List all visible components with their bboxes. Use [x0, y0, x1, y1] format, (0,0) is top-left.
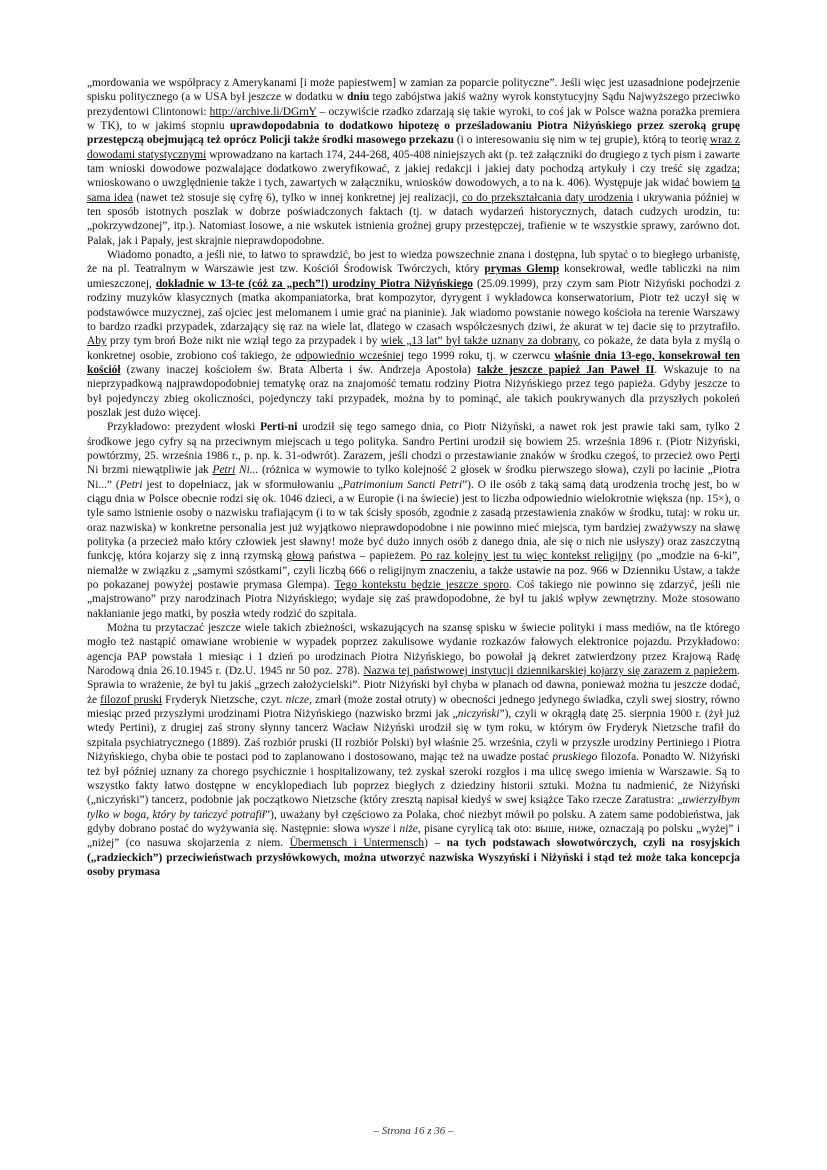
text-run: właśnie dnia 13-ego, konsekrował ten kościół — [87, 349, 740, 376]
text-run: także jeszcze papież Jan Paweł II — [476, 363, 655, 376]
page-number-footer: – Strona 16 z 36 – — [373, 1125, 454, 1137]
text-run: dokładnie w 13-te (cóż za „pech”!) urodziny Piotra Niżyńskiego — [155, 277, 473, 290]
text-run: konsekrował, wedle tabliczki na nim umieszczonej, — [87, 263, 740, 290]
text-run: na tych podstawach słowotwórczych, czyli na rosyjskich („radzieckich”) przeciwieństwach przysłówkowych, można utworzyć nazwiska Wyszyński i Niżyński i stąd też może taka koncepcja osoby prymasa — [87, 837, 741, 878]
text-run: Po raz kolejny jest tu więc kontekst religijny — [420, 550, 633, 563]
paragraph — [87, 621, 740, 879]
text-run: Fryderyk Nietzsche, czyt. — [162, 693, 286, 706]
text-run: ”), czyli w okrągłą datę 25. sierpnia 1900 r. (żył już wtedy Pertini), z drugiej zaś strony słynny tancerz Wacław Niżyński urodził się w tym roku, w którym ów Fryderyk Nietzsche trafił do szpitala psychiatrycznego (1889). Zaś rozbiór pruski (II rozbiór Polski) był właśnie 25. września, czyli w przyszłe urodziny Pertiniego i Piotra Niżyńskiego, chyba obie te postaci pod to zaplanowano i dostosowano, mając też na uwadze postać — [87, 708, 740, 764]
text-run: Petri — [119, 478, 143, 491]
text-run: Nazwa tej państwowej instytucji dziennikarskiej kojarzy się zarazem z papieżem — [363, 665, 738, 678]
paragraph — [87, 420, 740, 621]
text-run: Perti-ni — [260, 421, 298, 434]
text-run: (25.09.1999), przy czym sam Piotr Niżyński pochodzi z rodziny muzyków klasycznych (matka akompaniatorka, brat kompozytor, dyrygent i wykładowca konserwatorium, Piotr też uczył się w podstawówce muzycznej, zaś ojciec jest melomanem i umie grać na pianinie). Jak wiadomo powstanie nowego kościoła na terenie Warszawy to bardzo rzadki przypadek, zdarzający się raz na wiele lat, dlatego w czasach współczesnych dziwi, że akurat w tej dacie się to przytrafiło. — [87, 277, 740, 333]
document-body — [87, 76, 740, 879]
text-run: wiek „13 lat” był także uznany za dobrany — [380, 335, 578, 348]
text-run: . Coś takiego nie powinno się zdarzyć, jeśli nie „majstrowano” przy narodzinach Piotra Niżyńskiego; wydaje się zaś prawdopodobne, że był tu jakiś wpływ zewnętrzny. Może stosowano nakłanianie jego matki, by poszła wtedy rodzić do szpitala. — [87, 579, 740, 620]
text-run: Przykładowo: prezydent włoski — [107, 421, 261, 434]
text-run: wprowadzano na kartach 174, 244-268, 405-408 niniejszych akt (p. też załączniki do drugiego z tych pism i zawarte tam wnioski dowodowe pozwalające dodatkowo zweryfikować, z jakiej redakcji i jakiej daty pochodzą artykuły i czy treść się zgadza; wnioskowano o uwzględnienie także i tych, zawartych w załączniku, wniosków dowodowych, a to na k. 406). Występuje jak widać bowiem — [87, 148, 740, 190]
text-run: Übermensch i Untermensch — [289, 837, 425, 850]
text-run: i Ni brzmi niewątpliwie jak — [87, 449, 740, 477]
text-run: głową — [286, 550, 315, 563]
text-run: urodził się tego samego dnia, co Piotr Niżyński, a nawet rok jest prawie taki sam, tylko 2 środkowe jego cyfry są na przeciwnym miejscach u tego polityka. Sandro Pertini urodził się bowiem 25. września 1896 r. (Piotr Niżyński, powtórzmy, 25. września 1986 r., p. np. k. 31-odwrót). Zarazem, jeśli chodzi o przestawianie znaków w środku czegoś, to przecież owo Pe — [87, 421, 740, 462]
text-run: Wiadomo ponadto, a jeśli nie, to łatwo to sprawdzić, bo jest to wiedza powszechnie znana i dostępna, lub spytać o to biegłego urbanistę, że na pl. Teatralnym w Warszawie jest tzw. Kościół Środowisk Twórczych, który — [87, 249, 740, 276]
text-run: co do przekształcania daty urodzenia — [462, 191, 633, 204]
text-run: (i o interesowaniu się nim w tej grupie), którą to teorię — [453, 134, 710, 147]
text-run: Można tu przytaczać jeszcze wiele takich zbieżności, wskazujących na szansę spisku w świecie polityki i mass mediów, na tle którego mogło też nastąpić omawiane wrobienie w wypadek poprzez zakulisowe wydanie rozkazów fałowych elektronice pojazdu. Przykładowo: agencja PAP powstała 1 miesiąc i 1 dzień po urodzinach Piotra Niżyńskiego, bo powołał ją dekret zatwierdzony przez Krajową Radę Narodową dnia 26.10.1945 r. (Dz.U. 1945 nr 50 poz. 278). — [87, 622, 740, 678]
text-run: jest to dopełniacz, jak w sformułowaniu „ — [142, 478, 343, 491]
text-run: rt — [729, 449, 737, 462]
text-run: ”). O ile osób z taką samą datą urodzenia trochę jest, bo w ciągu dnia w Polsce obecnie rodzi się ok. 1046 dzieci, a w Europie (i na świecie) jest to liczba odpowiednio wielokrotnie większa (np. 15×), o tyle samo istnienie osoby o nazwisku trafiającym (i to w tak ścisły sposób, zgodnie z zasadą przestawienia znaków w środku, tutaj: w roku ur. oraz nazwiska) w konkretne personalia jest już wyjątkowo nieprawdopodobne i nie powinno mieć miejsca, tym bardziej zważywszy na sławę polityka (a przecież mało który człowiek jest sławny! może być dużo innych osób z danego dnia, ale się o nich nie usłyszy) oraz zaszczytną funkcję, która kojarzy się z inną rzymską — [87, 478, 740, 563]
text-run: , co pokaże, że data była z myślą o konkretnej osobie, zrobiono coś takiego, że — [87, 335, 741, 362]
text-run: Petri — [212, 464, 236, 477]
text-run: przy tym broń Boże nikt nie wziął tego za przypadek i by — [106, 335, 381, 348]
text-run: , zmarł (może został otruty) w obecności jednego jedynego świadka, czyli swej siostry, równo miesiąc przed przyszłymi urodzinami Piotra Niżyńskiego (nazwisko brzmi jak „ — [87, 693, 740, 721]
text-run: pruskiego — [552, 751, 598, 764]
text-run: nicze — [285, 693, 310, 706]
text-run: uwierzyłbym tylko w boga, który by tańczyć potrafił — [87, 794, 740, 821]
text-run: ”), uważany był częściowo za Polaka, choć niezbyt mówił po polsku. A zatem same podobieństwa, jak gdyby dobrano postać do wyżywania się. Następnie: słowa — [87, 808, 741, 835]
text-run: ta sama idea — [87, 177, 740, 204]
text-run: Ni... — [235, 464, 259, 477]
text-run: (nawet też stosuje się cyfrę 6), tylko w innej konkretnej jej realizacji, — [132, 191, 463, 204]
text-run: (zwany inaczej kościołem św. Brata Alberta i św. Andrzeja Apostoła) — [120, 363, 477, 376]
text-run: Patrimonium Sancti Petri — [342, 478, 463, 491]
text-run: . Sprawia to wrażenie, że był tu jakiś „grzech założycielski”. Piotr Niżyński był chyba w planach od dawna, ponieważ można tu jeszcze dodać, że — [87, 665, 740, 706]
text-run: państwa – papieżem. — [314, 550, 421, 563]
text-run: ) – — [424, 837, 447, 850]
text-run: . Wskazuje to na nieprzypadkową najprawdopodobniej tematykę oraz na znajomość tematu rodziny Piotra Niżyńskiego przez tego papieża. Gdyby jeszcze to był pojedynczy zbieg okoliczności, pojedynczy taki przypadek, można by to pominąć, ale takich poukrywanych dla przyszłych pokoleń poszlak jest dużo więcej. — [87, 363, 740, 419]
text-run: odpowiednio wcześniej — [295, 349, 404, 362]
text-run: filozofa. Ponadto W. Niżyński też był później uznany za chorego psychicznie i hospitalizowany, też zyskał szeroki rozgłos i ma ulicę swego imienia w Warszawie. Są to wszystko fakty łatwo dostępne w encyklopediach lub poprzez biegłych z dziedziny historii sztuki. Można tu nadmienić, że Niżyński („niczyński”) tancerz, podobnie jak początkowo Nietzsche (który zresztą napisał kiedyś w swej książce Tako rzecze Zaratustra: „ — [87, 751, 740, 807]
text-run: wraz z dowodami statystycznymi — [87, 134, 740, 161]
text-run: tego 1999 roku, tj. w czerwcu — [403, 349, 555, 362]
text-run: Tego kontekstu będzie jeszcze sporo — [334, 579, 509, 592]
text-run: http://archive.li/DGrnY — [209, 105, 317, 118]
paragraph — [87, 76, 740, 248]
text-run: wysze — [363, 822, 390, 835]
text-run: tego zabójstwa jakiś ważny wyrok konstytucyjny Sądu Najwyższego przeciwko prezydentowi Clintonowi: — [87, 91, 740, 118]
text-run: , pisane cyrylicą tak oto: выше, ниже, oznaczają po polsku „wyżej” i „niżej” (co nasuwa skojarzenia z niem. — [87, 822, 740, 850]
text-run: filozof pruski — [100, 693, 163, 706]
text-run: (po „modzie na 6-ki”, niemalże w związku z „samymi szóstkami”, czyli liczbą 666 o religijnym znaczeniu, a także ustawie na poz. 966 w Dzienniku Ustaw, a także po pokazanej powyżej postawie prymasa Glempa). — [87, 550, 740, 592]
text-run: „mordowania we współpracy z Amerykanami [i może papiestwem] w zamian za poparcie polityczne”. Jeśli więc jest uzasadnione podejrzenie spisku politycznego (a w USA był jeszcze w dodatku w — [87, 77, 740, 104]
text-run: Aby — [87, 335, 107, 348]
text-run: i ukrywania później w ten sposób istotnych poszlak w dobrze poświadczonych faktach (tj. w datach wydarzeń historycznych, datach cudzych urodzin, tu: „pokrzywdzonej”, itp.). Natomiast losowe, a nie wskutek istnienia groźnej grupy przestępczej, trafienie w te wszystkie sprawy, zarówno dot. Palak, jak i Papały, jest skrajnie nieprawdopodobne. — [87, 191, 740, 247]
text-run: dniu — [347, 91, 370, 104]
paragraph — [87, 248, 740, 420]
text-run: i — [389, 822, 400, 835]
text-run: niże — [399, 822, 418, 835]
text-run: – oczywiście rzadko zdarzają się takie wyroki, to coś jak w Polsce ważna porażka premiera w TK), to w jakimś stopniu — [87, 105, 740, 133]
text-run: niczyński — [457, 708, 500, 721]
text-run: uprawdopodabnia to dodatkowo hipotezę o prześladowaniu Piotra Niżyńskiego przez szeroką grupę przestępczą obejmującą też oprócz Policji także środki masowego przekazu — [87, 120, 740, 147]
text-run: prymas Glemp — [484, 263, 560, 276]
text-run: (różnica w wymowie to tylko kolejność 2 głosek w środku pierwszego słowa), czyli po łacinie „Piotra Ni...” ( — [87, 464, 740, 491]
